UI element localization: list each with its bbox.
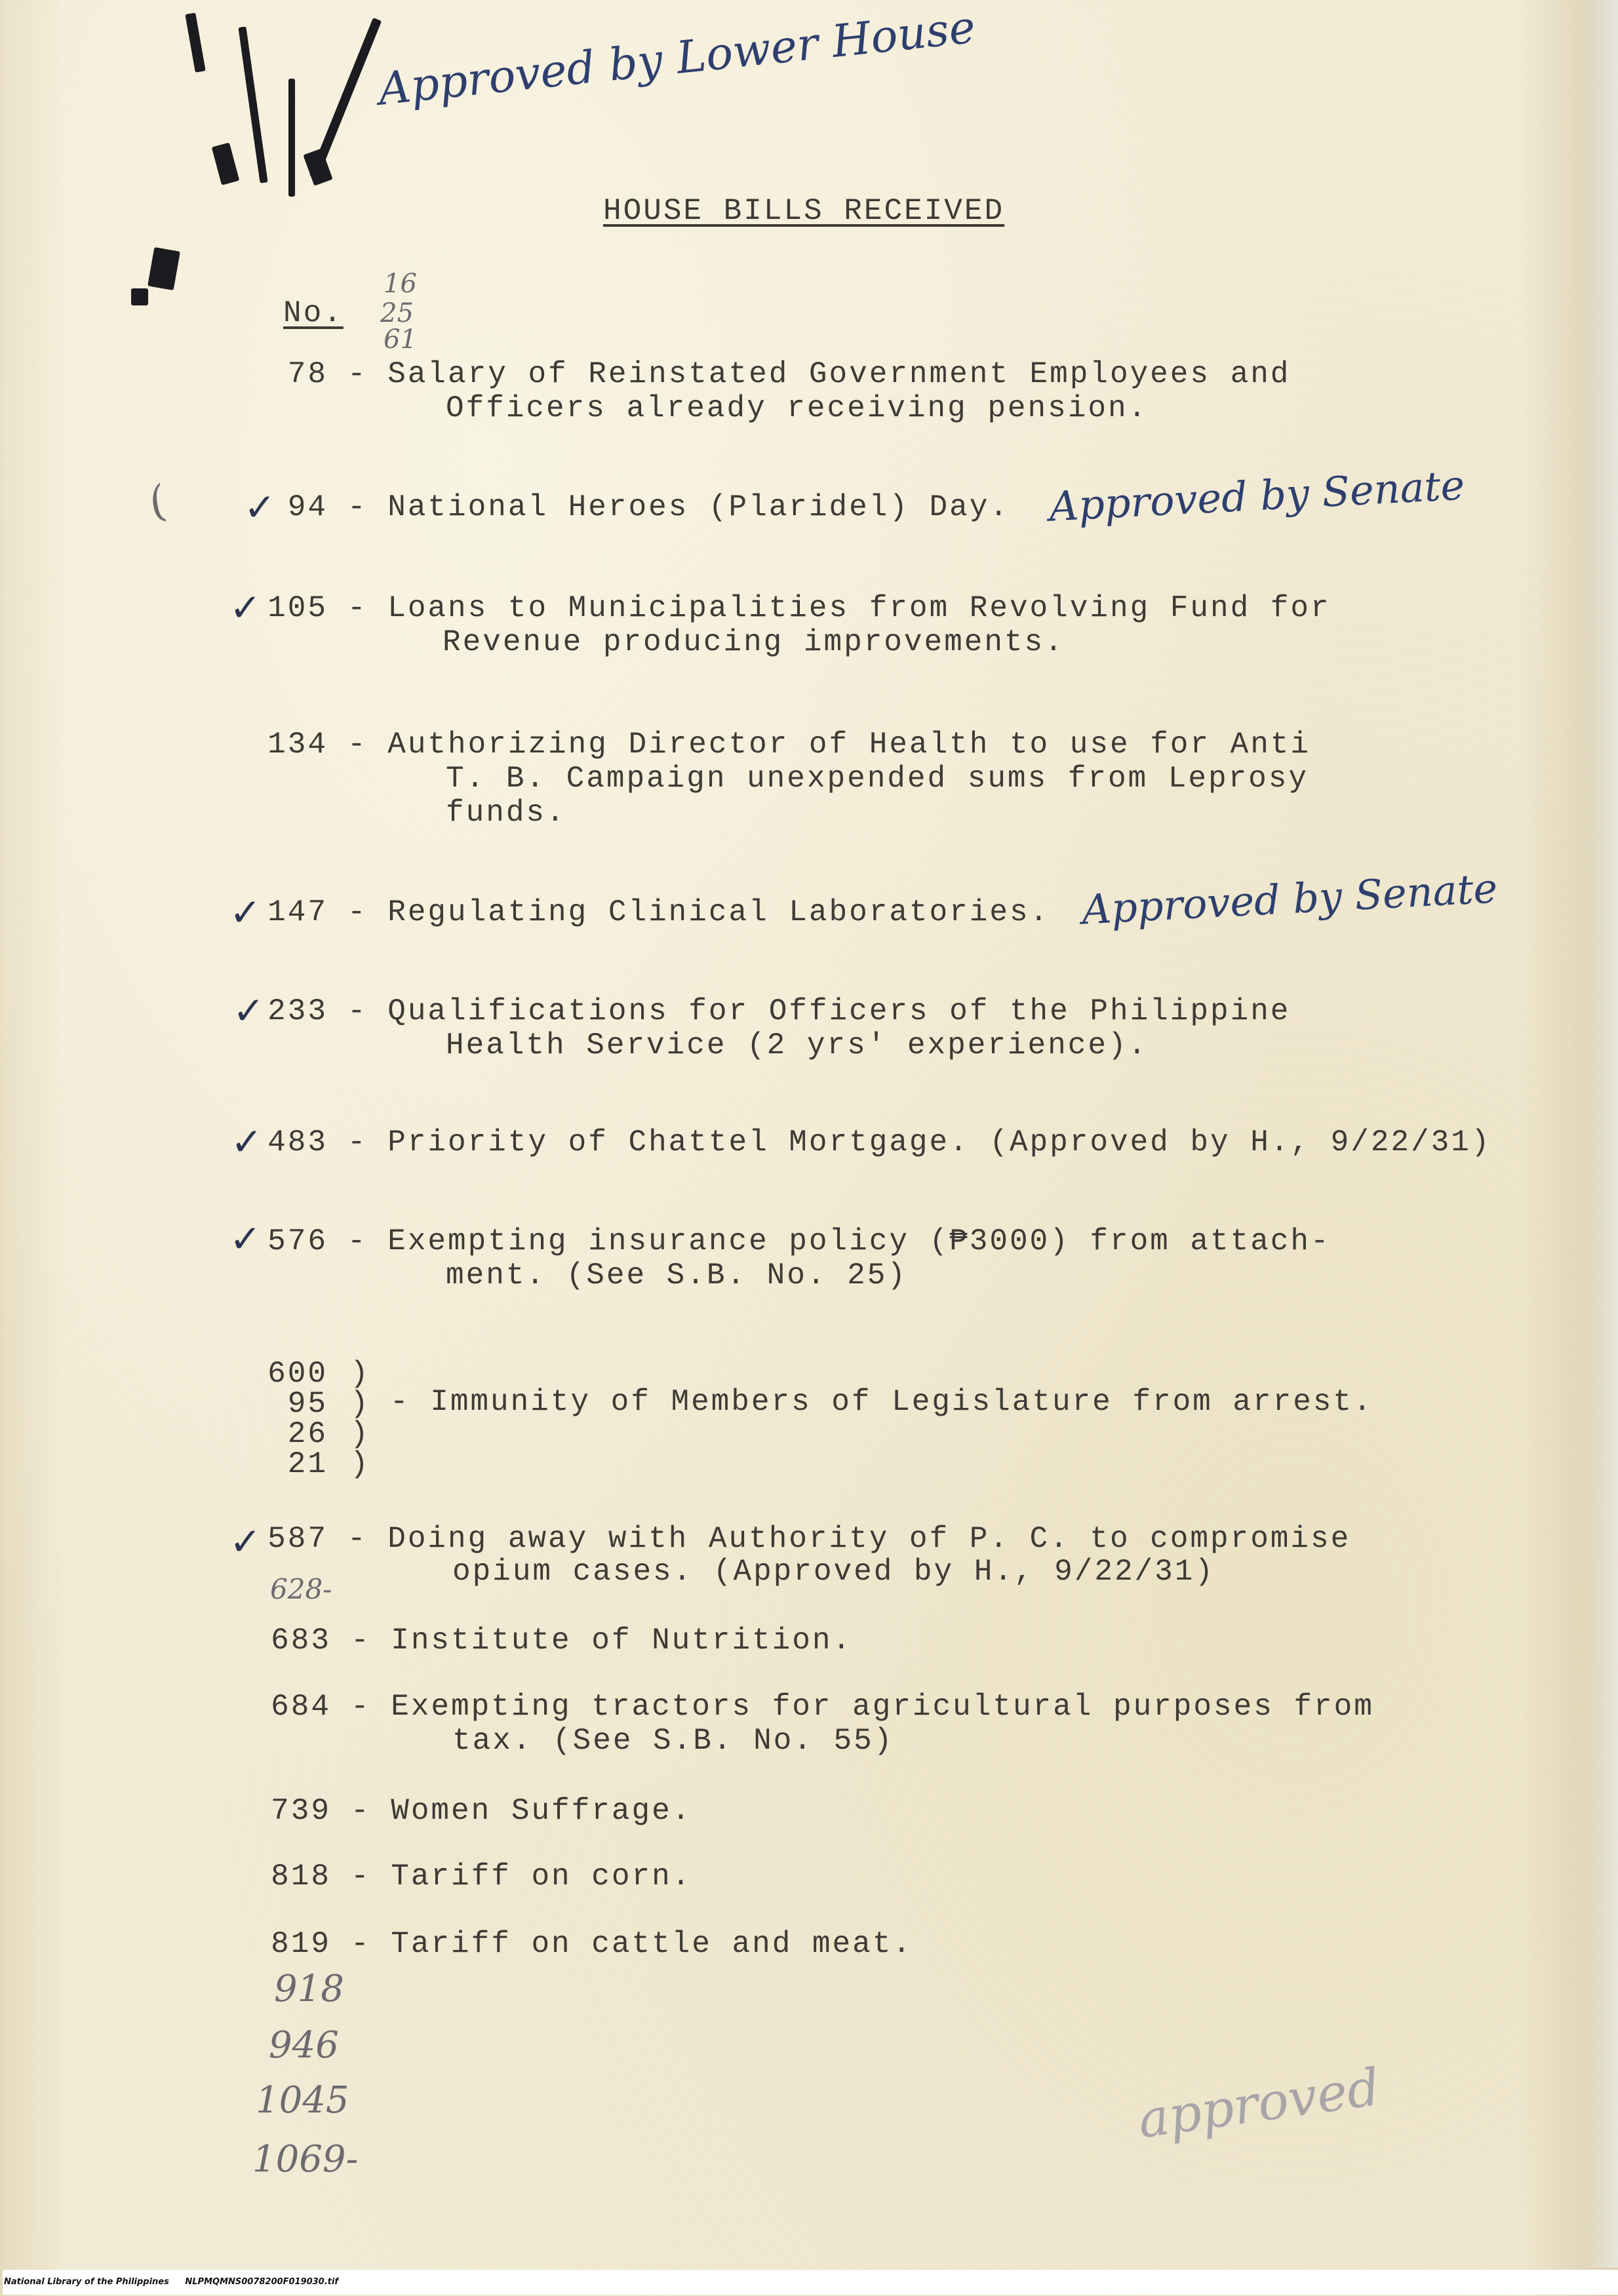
bill-title: - Salary of Reinstated Government Employees and [347,357,1291,391]
pencil-number: 1069- [252,2138,359,2181]
margin-number: 61 [384,324,417,355]
pencil-number: 1045 [256,2079,349,2122]
bill-title: - Priority of Chattel Mortgage. (Approved by H., 9/22/31) [347,1125,1491,1159]
bill-number: 587 [267,1522,328,1556]
bill-number: 683 [271,1624,331,1658]
pencil-number: 628- [270,1573,332,1605]
approved-by-senate-note: Approved by Senate [1048,461,1466,531]
check-mark-icon: ✓ [229,1519,262,1564]
file-name: NLPMQMNS0078200F019030.tif [185,2277,338,2287]
check-mark-icon: ✓ [233,988,265,1033]
approved-lower-house-note: Approved by Lower House [376,1,978,116]
bill-number: 94 [287,490,328,524]
margin-number: 16 [384,269,417,299]
bill-number: 134 [267,728,328,762]
bill-title: - Tariff on corn. [351,1859,692,1894]
bill-number: 576 [267,1224,328,1258]
bill-title: - Women Suffrage. [351,1794,692,1828]
bill-number: 819 [271,1927,331,1961]
bill-title: - Institute of Nutrition. [351,1624,853,1658]
bill-number: 684 [271,1690,331,1724]
footer [3,2270,1618,2295]
bill-number: 78 [287,357,328,391]
bill-title: - Regulating Clinical Laboratories. [347,895,1050,929]
bill-title: - National Heroes (Plaridel) Day. [347,490,1010,524]
bracket: ) ) ) ) [350,1357,368,1481]
bill-number: 26 [287,1417,328,1451]
page-title: HOUSE BILLS RECEIVED [603,194,1005,228]
bill-number: 147 [267,895,328,929]
bill-title-cont: ment. (See S.B. No. 25) [446,1258,907,1293]
bill-title: - Qualifications for Officers of the Philippine [347,994,1291,1028]
library-credit: National Library of the Philippines [4,2277,169,2287]
check-mark-icon: ✓ [231,1119,263,1164]
pencil-number: 946 [269,2024,339,2067]
bill-title-cont: Officers already receiving pension. [446,391,1149,425]
bill-title-cont: funds. [446,796,566,830]
bill-number: 739 [271,1794,331,1828]
bill-number: 483 [267,1125,328,1159]
approved-by-senate-note: Approved by Senate [1080,864,1499,934]
bill-title-cont: T. B. Campaign unexpended sums from Leprosy [446,762,1309,796]
check-mark-icon: ✓ [229,585,262,630]
page-edge [1582,0,1618,2268]
bill-title-cont: opium cases. (Approved by H., 9/22/31) [452,1555,1215,1589]
bill-number: 233 [267,994,328,1028]
pencil-mark: ( [142,477,174,529]
check-mark-icon: ✓ [229,1216,262,1261]
check-mark-icon: ✓ [244,485,276,530]
check-mark-icon: ✓ [229,890,262,935]
pencil-number: 918 [274,1968,344,2010]
margin-number: 25 [380,298,414,328]
bill-title: - Immunity of Members of Legislature from arrest. [390,1385,1373,1419]
no-label: No. [283,296,344,330]
bill-title: - Exempting insurance policy (₱3000) from attach- [347,1224,1331,1258]
bill-number: 600 [267,1357,328,1391]
bill-number: 818 [271,1859,331,1894]
approved-pencil-note: approved [1134,2057,1384,2150]
bill-number: 95 [287,1387,328,1421]
bill-title: - Tariff on cattle and meat. [351,1927,913,1961]
bill-number: 21 [287,1447,328,1481]
bill-title: - Doing away with Authority of P. C. to compromise [347,1522,1351,1556]
bill-title-cont: Revenue producing improvements. [443,625,1065,659]
bill-title-cont: Health Service (2 yrs' experience). [446,1028,1149,1062]
bill-number: 105 [267,591,328,625]
bill-title: - Authorizing Director of Health to use for Anti [347,728,1311,762]
bill-title-cont: tax. (See S.B. No. 55) [452,1724,894,1758]
bill-title: - Exempting tractors for agricultural purposes from [351,1690,1374,1724]
bill-title: - Loans to Municipalities from Revolving Fund for [347,591,1331,625]
